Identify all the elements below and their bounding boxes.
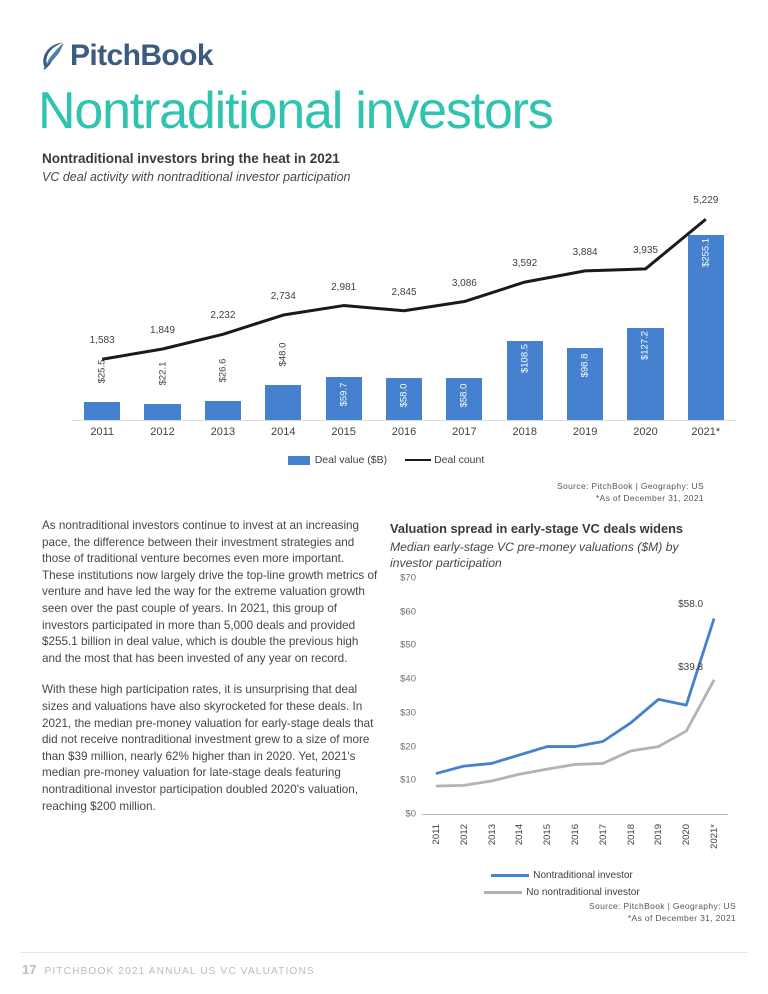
chart1-x-axis-line [72, 420, 736, 421]
deal-count-label: 3,086 [451, 277, 477, 289]
bar-value-label: $98.8 [579, 353, 591, 378]
deal-count-label: 2,845 [391, 286, 417, 298]
footer-page-number: 17 [22, 962, 37, 977]
chart2-x-labels [388, 820, 736, 870]
y-axis-tick-label: $10 [400, 774, 416, 786]
chart1-legend [36, 454, 736, 466]
deal-count-label: 3,884 [572, 246, 598, 258]
legend-label-deal-value: Deal value ($B) [314, 454, 388, 466]
x-axis-label: 2019 [572, 426, 598, 438]
paragraph-2: With these high participation rates, it is unsurprising that deal sizes and valuations have also skyrocketed for these deals. In 2021, the median pre-money valuation for early-stage deals that did not receive nontraditional investment grew to a size of more than $39 million, nearly 62% higher than in 2020. Yet, 2021's median pre-money valuation for late-stage deals featuring nontraditional investor participation doubled 2020's valuation, reaching $200 million. [42, 683, 374, 813]
x-axis-label: 2013 [210, 426, 236, 438]
series-end-value-label: $58.0 [678, 599, 704, 611]
bar-value-label: $25.5 [96, 359, 108, 383]
article-body [42, 518, 378, 830]
legend-item-deal-value [288, 454, 387, 466]
legend-item-deal-count [405, 454, 484, 466]
deal-activity-chart [36, 192, 736, 503]
chart2-source [589, 900, 736, 924]
page-title: Nontraditional investors [38, 82, 553, 140]
bar-value-label: $58.0 [398, 383, 410, 408]
bar-value-label: $108.5 [519, 344, 531, 374]
deal-count-label: 2,232 [210, 310, 236, 322]
bar-value-label: $127.2 [639, 330, 651, 360]
x-axis-label: 2021* [691, 426, 721, 438]
chart1-source-line1: Source: PitchBook | Geography: US [557, 481, 704, 491]
x-axis-label: 2014 [514, 824, 526, 846]
logo-wordmark: PitchBook [70, 39, 213, 72]
paragraph-1: As nontraditional investors continue to invest at an increasing pace, the difference between their investment strategies and those of traditional venture becomes even more important. These institutions now largely drive the top-line growth metrics of venture and have led the way for the extreme valuation growth seen over the past couple of years. In 2021, this group of investors participated in more than 5,000 deals and provided $255.1 billion in deal value, which is double the previous high and the most that has been invested of any year on record. [42, 519, 378, 665]
bar-value-label: $255.1 [700, 237, 712, 267]
x-axis-label: 2017 [597, 824, 609, 846]
x-axis-label: 2020 [681, 824, 693, 846]
chart2-title: Valuation spread in early-stage VC deals widens [390, 521, 684, 536]
deal-count-label: 1,849 [150, 325, 176, 336]
y-axis-tick-label: $40 [400, 673, 416, 685]
chart1-title: Nontraditional investors bring the heat in 2021 [42, 151, 340, 166]
x-axis-label: 2018 [512, 426, 537, 438]
page-footer [22, 962, 315, 977]
legend-swatch-line-icon [405, 459, 431, 462]
bar-value-label: $26.6 [217, 358, 229, 383]
deal-count-line [36, 192, 736, 422]
y-axis-tick-label: $70 [400, 572, 416, 584]
x-axis-label: 2011 [430, 824, 442, 845]
chart1-source-line2: *As of December 31, 2021 [595, 493, 704, 503]
x-axis-label: 2017 [452, 426, 477, 438]
y-axis-tick-label: $0 [405, 808, 416, 820]
deal-count-label: 2,981 [331, 281, 357, 293]
x-axis-label: 2019 [653, 824, 665, 846]
legend-line-nontraditional-icon [491, 874, 529, 877]
chart1-x-labels [72, 426, 736, 446]
legend-item-nontraditional [388, 870, 736, 881]
x-axis-label: 2016 [570, 824, 581, 846]
footer-text: PITCHBOOK 2021 ANNUAL US VC VALUATIONS [44, 966, 315, 977]
bar-value-label: $22.1 [157, 361, 169, 386]
x-axis-label: 2016 [391, 426, 417, 438]
deal-count-label: 5,229 [693, 195, 719, 207]
footer-divider [20, 952, 748, 953]
x-axis-label: 2015 [542, 824, 554, 846]
deal-count-label: 3,935 [632, 244, 658, 256]
legend-item-no-nontraditional [388, 887, 736, 898]
chart1-subtitle: VC deal activity with nontraditional investor participation [42, 170, 351, 184]
feather-quill-icon [40, 41, 66, 71]
deal-count-label: 1,583 [89, 335, 115, 347]
legend-label-deal-count: Deal count [434, 454, 485, 466]
valuation-spread-chart [388, 572, 736, 822]
bar-value-label: $48.0 [277, 342, 289, 367]
chart2-legend [388, 870, 736, 904]
y-axis-tick-label: $50 [400, 639, 416, 651]
deal-count-label: 3,592 [512, 258, 538, 270]
x-axis-label: 2021* [709, 824, 721, 849]
legend-line-no-nontraditional-icon [484, 891, 522, 894]
valuation-lines [422, 578, 728, 814]
chart2-plot-area [400, 572, 728, 820]
chart1-source [557, 480, 704, 504]
legend-label-nontraditional: Nontraditional investor [533, 870, 633, 881]
x-axis-label: 2015 [331, 426, 356, 438]
x-axis-label: 2012 [150, 426, 175, 438]
chart2-subtitle: Median early-stage VC pre-money valuations ($M) by investor participation [390, 540, 679, 570]
legend-label-no-nontraditional: No nontraditional investor [526, 887, 640, 898]
x-axis-label: 2013 [486, 824, 498, 846]
chart2-source-line1: Source: PitchBook | Geography: US [589, 901, 736, 911]
series-end-value-label: $39.8 [678, 661, 704, 673]
chart2-source-line2: *As of December 31, 2021 [627, 913, 736, 923]
chart1-plot-area [36, 192, 736, 422]
bar-value-label: $58.0 [458, 383, 470, 408]
y-axis-tick-label: $60 [400, 606, 416, 618]
bar-value-label: $59.7 [338, 382, 350, 407]
x-axis-label: 2020 [633, 426, 658, 438]
pitchbook-logo [40, 36, 213, 76]
legend-swatch-bar-icon [288, 456, 310, 465]
deal-count-label: 2,734 [270, 291, 296, 303]
chart2-x-axis-line [422, 814, 728, 815]
x-axis-label: 2018 [625, 824, 637, 846]
y-axis-tick-label: $20 [400, 741, 416, 753]
x-axis-label: 2012 [458, 824, 470, 846]
x-axis-label: 2014 [271, 426, 296, 438]
x-axis-label: 2011 [90, 426, 114, 438]
y-axis-tick-label: $30 [400, 707, 416, 719]
